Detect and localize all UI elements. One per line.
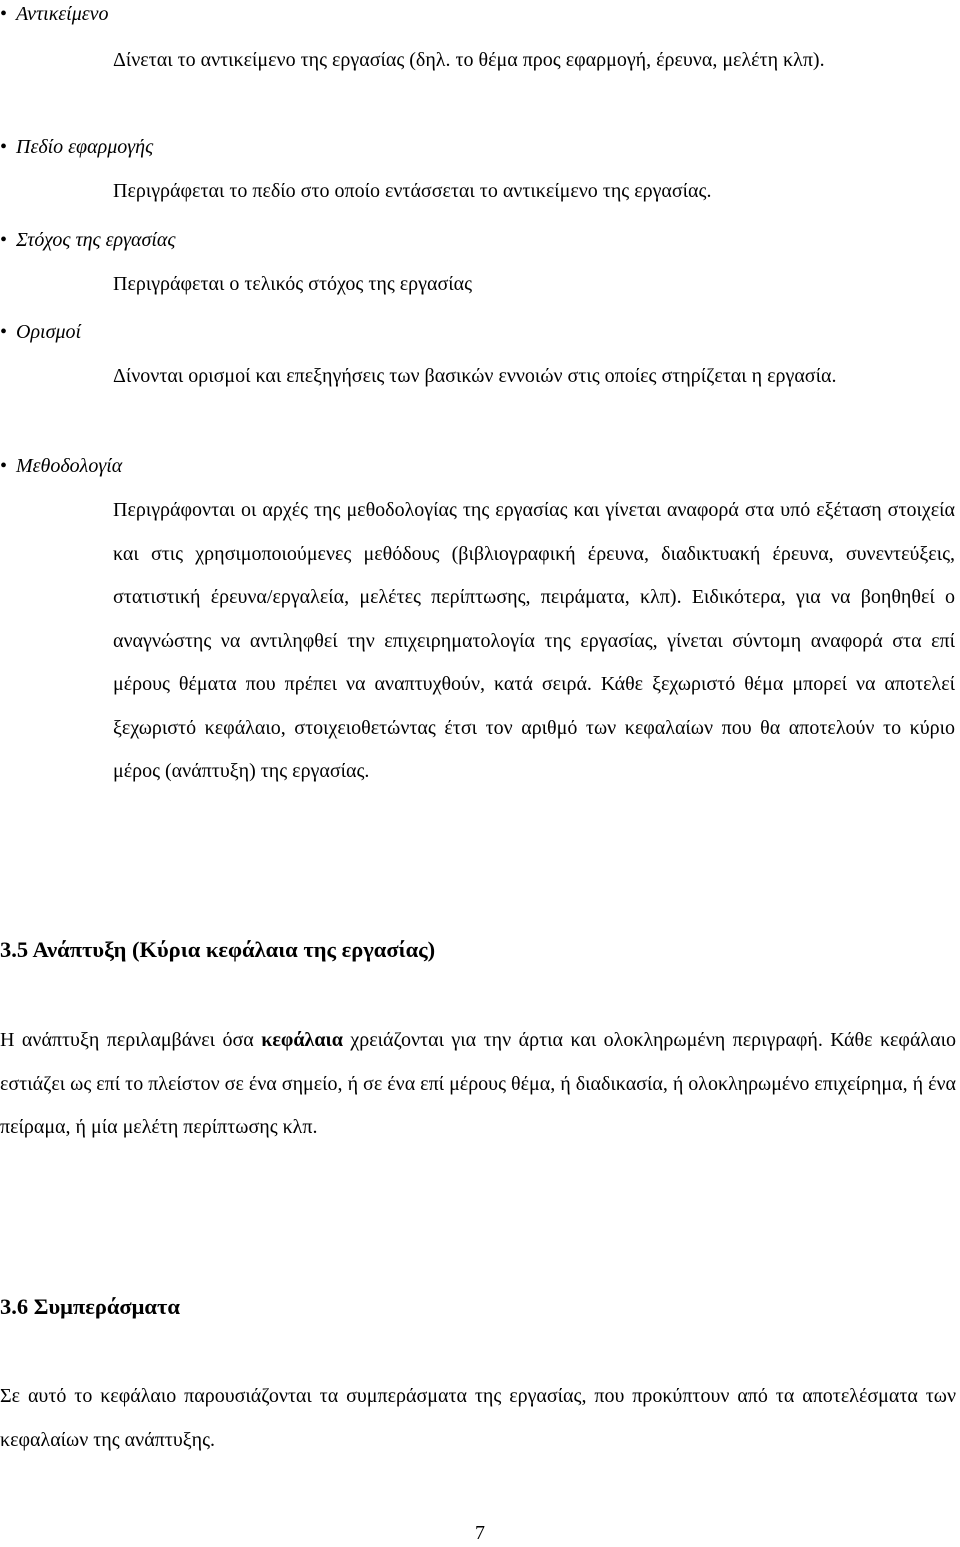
page-number: 7 <box>475 1522 485 1544</box>
bullet-dot-icon: • <box>0 3 8 25</box>
bullet-heading <box>0 452 122 480</box>
bullet-heading <box>0 226 176 254</box>
paragraph-bold-text: κεφάλαια <box>261 1029 343 1051</box>
section-paragraph-development <box>0 1019 956 1150</box>
bullet-body: Δίνονται ορισμοί και επεξηγήσεις των βασικών εννοιών στις οποίες στηρίζεται η εργασία. <box>113 365 837 387</box>
bullet-heading <box>0 0 109 28</box>
bullet-dot-icon: • <box>0 321 8 343</box>
bullet-body: Περιγράφεται το πεδίο στο οποίο εντάσσεται το αντικείμενο της εργασίας. <box>113 180 712 202</box>
section-heading-conclusions: 3.6 Συμπεράσματα <box>0 1294 180 1319</box>
bullet-dot-icon: • <box>0 229 8 251</box>
section-heading-development: 3.5 Ανάπτυξη (Κύρια κεφάλαια της εργασίας) <box>0 937 436 962</box>
bullet-dot-icon: • <box>0 455 8 477</box>
bullet-dot-icon: • <box>0 136 8 158</box>
bullet-heading-text: Στόχος της εργασίας <box>16 229 176 251</box>
bullet-heading-text: Πεδίο εφαρμογής <box>16 136 154 158</box>
bullet-heading <box>0 133 153 161</box>
bullet-heading-text: Αντικείμενο <box>16 3 109 25</box>
section-paragraph-conclusions: Σε αυτό το κεφάλαιο παρουσιάζονται τα συμπεράσματα της εργασίας, που προκύπτουν από τα αποτελέσματα των κεφαλαίων της ανάπτυξης. <box>0 1385 956 1451</box>
paragraph-text: Η ανάπτυξη περιλαμβάνει όσα <box>0 1029 262 1051</box>
paragraph-text: χρειάζονται για την άρτια και ολοκληρωμένη περιγραφή. Κάθε κεφάλαιο εστιάζει ως επί το πλείστον σε ένα σημείο, ή σε ένα επί μέρους θέμα, ή διαδικασία, ή ολοκληρωμένο επιχείρημα, ή ένα πείραμα, ή μία μελέτη περίπτωσης κλπ. <box>0 1029 956 1138</box>
bullet-heading-text: Μεθοδολογία <box>16 455 123 477</box>
bullet-body: Περιγράφεται ο τελικός στόχος της εργασίας <box>113 273 473 295</box>
bullet-body: Δίνεται το αντικείμενο της εργασίας (δηλ. το θέμα προς εφαρμογή, έρευνα, μελέτη κλπ). <box>113 49 825 71</box>
bullet-body: Περιγράφονται οι αρχές της μεθοδολογίας της εργασίας και γίνεται αναφορά στα υπό εξέταση στοιχεία και στις χρησιμοποιούμενες μεθόδους (βιβλιογραφική έρευνα, διαδικτυακή έρευνα, συνεντεύξεις, στατιστική έρευνα/εργαλεία, μελέτες περίπτωσης, πειράματα, κλπ). Ειδικότερα, για να βοηθηθεί ο αναγνώστης να αντιληφθεί την επιχειρηματολογία της εργασίας, γίνεται σύντομη αναφορά στα επί μέρους θέματα που πρέπει να αναπτυχθούν, κατά σειρά. Κάθε ξεχωριστό θέμα μπορεί να αποτελεί ξεχωριστό κεφάλαιο, στοιχειοθετώντας έτσι τον αριθμό των κεφαλαίων που θα αποτελούν το κύριο μέρος (ανάπτυξη) της εργασίας. <box>113 499 955 782</box>
bullet-heading-text: Ορισμοί <box>16 321 82 343</box>
bullet-heading <box>0 318 81 346</box>
